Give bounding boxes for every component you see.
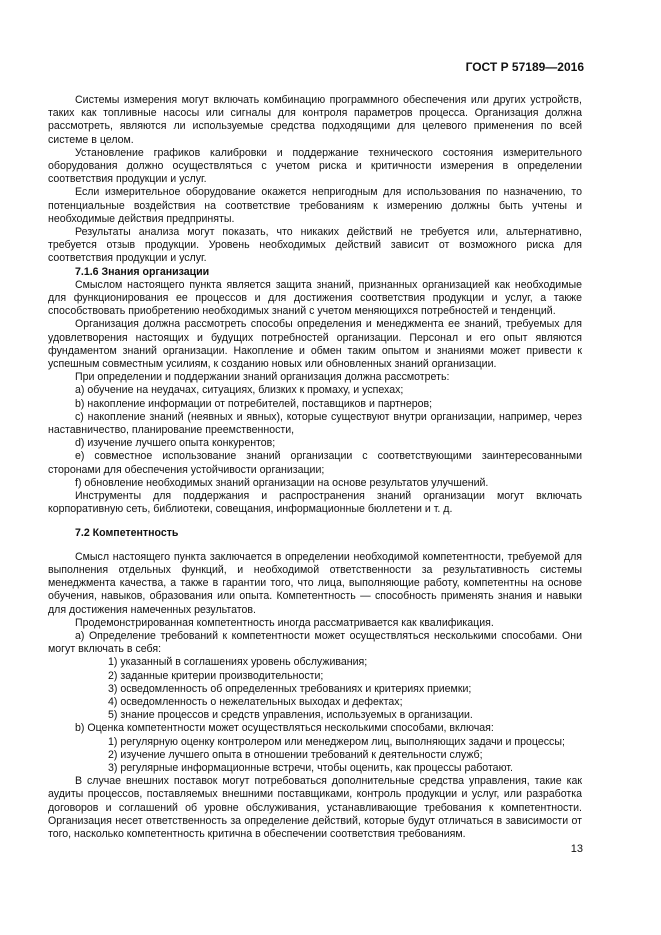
list-item: 5) знание процессов и средств управления, используемых в организации. — [108, 709, 473, 722]
list-item: 2) изучение лучшего опыта в отношении требований к деятельности служб; — [108, 748, 483, 761]
list-item: b) накопление информации от потребителей, поставщиков и партнеров; — [75, 397, 433, 410]
list-item: a) обучение на неудачах, ситуациях, близких к промаху, и успехах; — [75, 384, 404, 397]
document-code: ГОСТ Р 57189—2016 — [465, 60, 584, 74]
section-heading-7-2: 7.2 Компетентность — [75, 526, 179, 539]
page-body — [48, 94, 582, 841]
paragraph: b) Оценка компетентности может осуществляться несколькими способами, включая: — [75, 722, 494, 735]
paragraph: Системы измерения могут включать комбинацию программного обеспечения или других устройств, таких как топливные насосы или сигналы для контроля параметров процесса. Организация должна рассмотреть, являются ли используемые средства подходящими для целевого применения по всей системе в целом. — [48, 94, 582, 146]
paragraph: Установление графиков калибровки и поддержание технического состояния измерительного оборудования должно осуществляться с учетом риска и критичности измерения в определении соответствия продукции и услуг. — [48, 146, 582, 186]
list-item: 3) регулярные информационные встречи, чтобы оценить, как процессы работают. — [108, 761, 513, 774]
list-item: d) изучение лучшего опыта конкурентов; — [75, 437, 276, 450]
paragraph: Инструменты для поддержания и распространения знаний организации могут включать корпоративную сеть, библиотеки, совещания, информационные бюллетени и т. д. — [48, 490, 582, 516]
paragraph: Если измерительное оборудование окажется непригодным для использования по назначению, то потенциальные воздействия на соответствие требованиям к измерению должны быть учтены и необходимые действия предприняты. — [48, 186, 582, 225]
paragraph: a) Определение требований к компетентности может осуществляться несколькими способами. Они могут включать в себя: — [48, 629, 582, 656]
list-item: c) накопление знаний (неявных и явных), которые существуют внутри организации, например, через наставничество, планирование преемственности, — [48, 410, 582, 437]
paragraph: Смыслом настоящего пункта является защита знаний, признанных организацией как необходимые для функционирования ее процессов и для достижения соответствия продукции и услуг, а также способствовать приобретению необходимых знаний с учетом меняющихся потребностей и тенденций. — [48, 278, 582, 318]
paragraph: Организация должна рассмотреть способы определения и менеджмента ее знаний, требуемых для удовлетворения настоящих и будущих потребностей организации. Персонал и его опыт являются фундаментом знаний организации. Накопление и обмен таким опытом и знаниями может привести к успешным совместным усилиям, к созданию новых или обновленных знаний организации. — [48, 318, 582, 371]
paragraph: В случае внешних поставок могут потребоваться дополнительные средства управления, такие как аудиты процессов, поставляемых внешними поставщиками, контроль продукции и услуг, или разработка договоров и соглашений об уровне обслуживания, устанавливающие требования к компетентности. Организация несет ответственность за определение действий, которые будут отличаться в зависимости от того, насколько компетентность критична в обеспечении соответствия требованиям. — [48, 775, 582, 840]
paragraph: Продемонстрированная компетентность иногда рассматривается как квалификация. — [75, 616, 494, 629]
paragraph: Смысл настоящего пункта заключается в определении необходимой компетентности, требуемой для выполнения отдельных функций, и необходимой ответственности за результативность системы менеджмента качества, а также в гарантии того, что лица, выполняющие работу, компетентны на основе обучения, навыков, образования или опыта. Компетентность — способность применять знания и навыки для достижения намеченных результатов. — [48, 550, 582, 616]
paragraph: При определении и поддержании знаний организация должна рассмотреть: — [75, 371, 450, 384]
list-item: 4) осведомленность о нежелательных выходах и дефектах; — [108, 695, 403, 708]
list-item: 3) осведомленность об определенных требованиях и критериях приемки; — [108, 682, 472, 695]
list-item: e) совместное использование знаний организации с соответствующими заинтересованными сторонами для обеспечения устойчивости организации; — [48, 450, 582, 476]
list-item: 1) указанный в соглашениях уровень обслуживания; — [108, 656, 368, 669]
list-item: 1) регулярную оценку контролером или менеджером лиц, выполняющих задачи и процессы; — [108, 735, 565, 748]
page-number: 13 — [570, 843, 583, 855]
list-item: 2) заданные критерии производительности; — [108, 669, 324, 682]
section-heading-7-1-6: 7.1.6 Знания организации — [75, 265, 210, 278]
paragraph: Результаты анализа могут показать, что никаких действий не требуется или, альтернативно, требуется отзыв продукции. Уровень необходимых действий зависит от возможного риска для соответствия продукции и услуг. — [48, 226, 582, 265]
list-item: f) обновление необходимых знаний организации на основе результатов улучшений. — [75, 476, 489, 489]
